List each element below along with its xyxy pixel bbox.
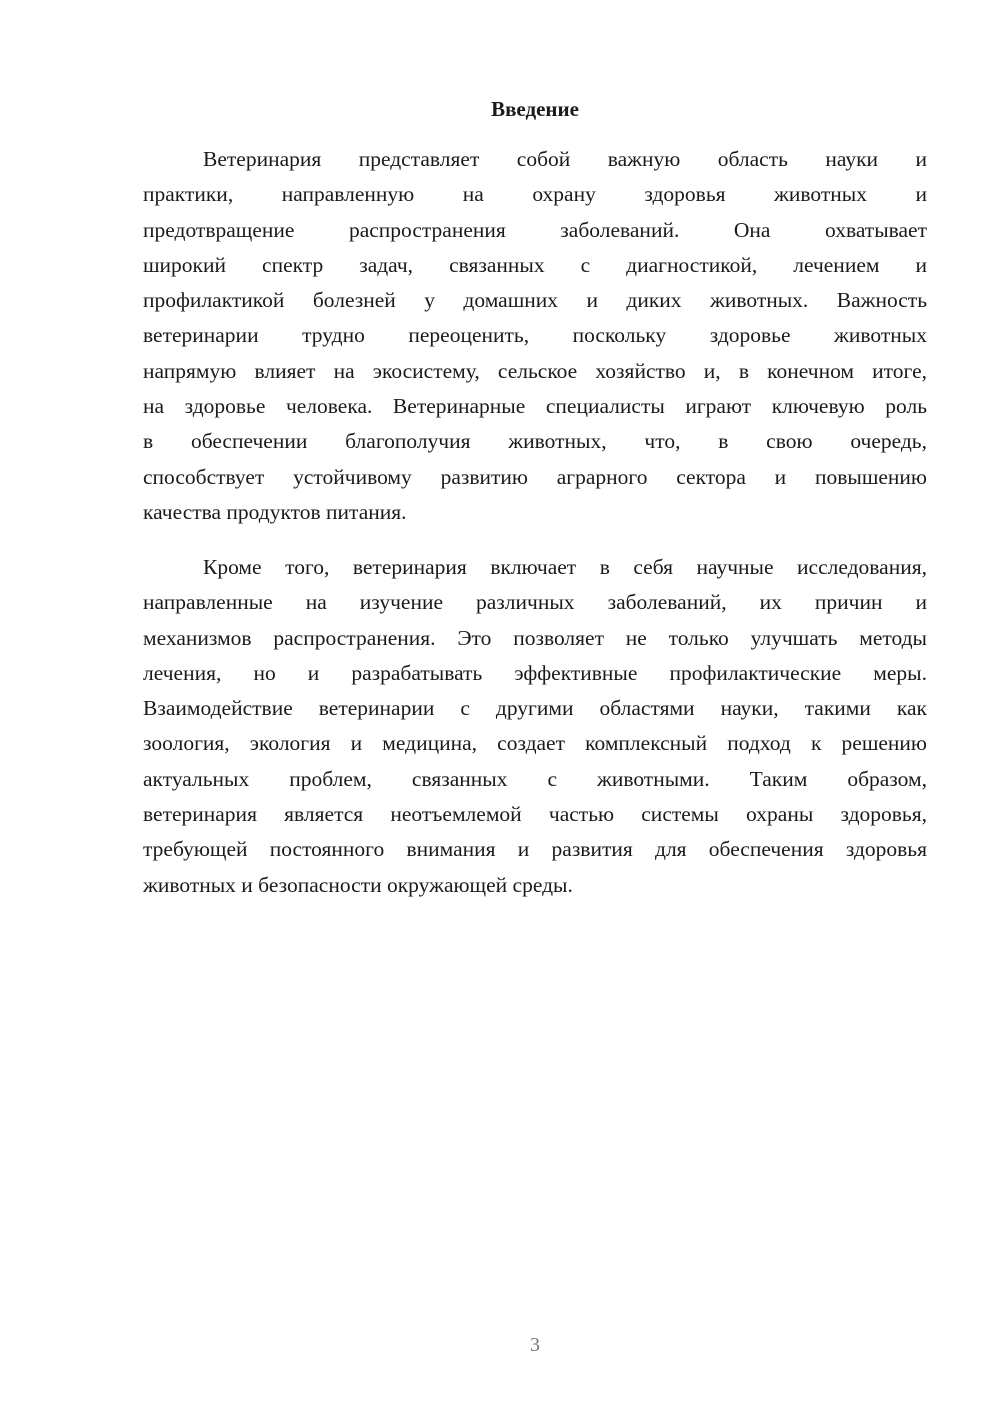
text-line: актуальных проблем, связанных с животными. Таким образом, [143,766,927,791]
text-line: зоология, экология и медицина, создает комплексный подход к решению [143,731,927,756]
text-line: широкий спектр задач, связанных с диагностикой, лечением и [143,252,927,277]
text-line: механизмов распространения. Это позволяет не только улучшать методы [143,625,927,650]
text-line: Кроме того, ветеринария включает в себя научные исследования, [203,555,927,579]
text-line: животных и безопасности окружающей среды. [143,872,573,897]
text-line: на здоровье человека. Ветеринарные специалисты играют ключевую роль [143,394,927,419]
text-line: профилактикой болезней у домашних и диких животных. Важность [143,288,927,313]
page-number: 3 [530,1334,540,1356]
text-line: Ветеринария представляет собой важную область науки и [203,147,927,171]
text-line: в обеспечении благополучия животных, что, в свою очередь, [143,429,927,454]
text-line: практики, направленную на охрану здоровья животных и [143,182,927,207]
text-line: ветеринарии трудно переоценить, поскольку здоровье животных [143,323,927,348]
text-line: ветеринария является неотъемлемой частью системы охраны здоровья, [143,802,927,827]
text-line: способствует устойчивому развитию аграрного сектора и повышению [143,464,927,489]
text-line: требующей постоянного внимания и развития для обеспечения здоровья [143,837,927,862]
text-line: направленные на изучение различных заболеваний, их причин и [143,590,927,615]
text-line: Взаимодействие ветеринарии с другими областями науки, такими как [143,696,927,721]
text-line: лечения, но и разрабатывать эффективные профилактические меры. [143,660,927,685]
page-title: Введение [491,97,579,121]
text-line: качества продуктов питания. [143,499,407,524]
text-line: предотвращение распространения заболеваний. Она охватывает [143,217,927,242]
paragraph-1 [143,142,927,530]
text-line: напрямую влияет на экосистему, сельское хозяйство и, в конечном итоге, [143,358,927,383]
paragraph-2 [143,550,927,903]
